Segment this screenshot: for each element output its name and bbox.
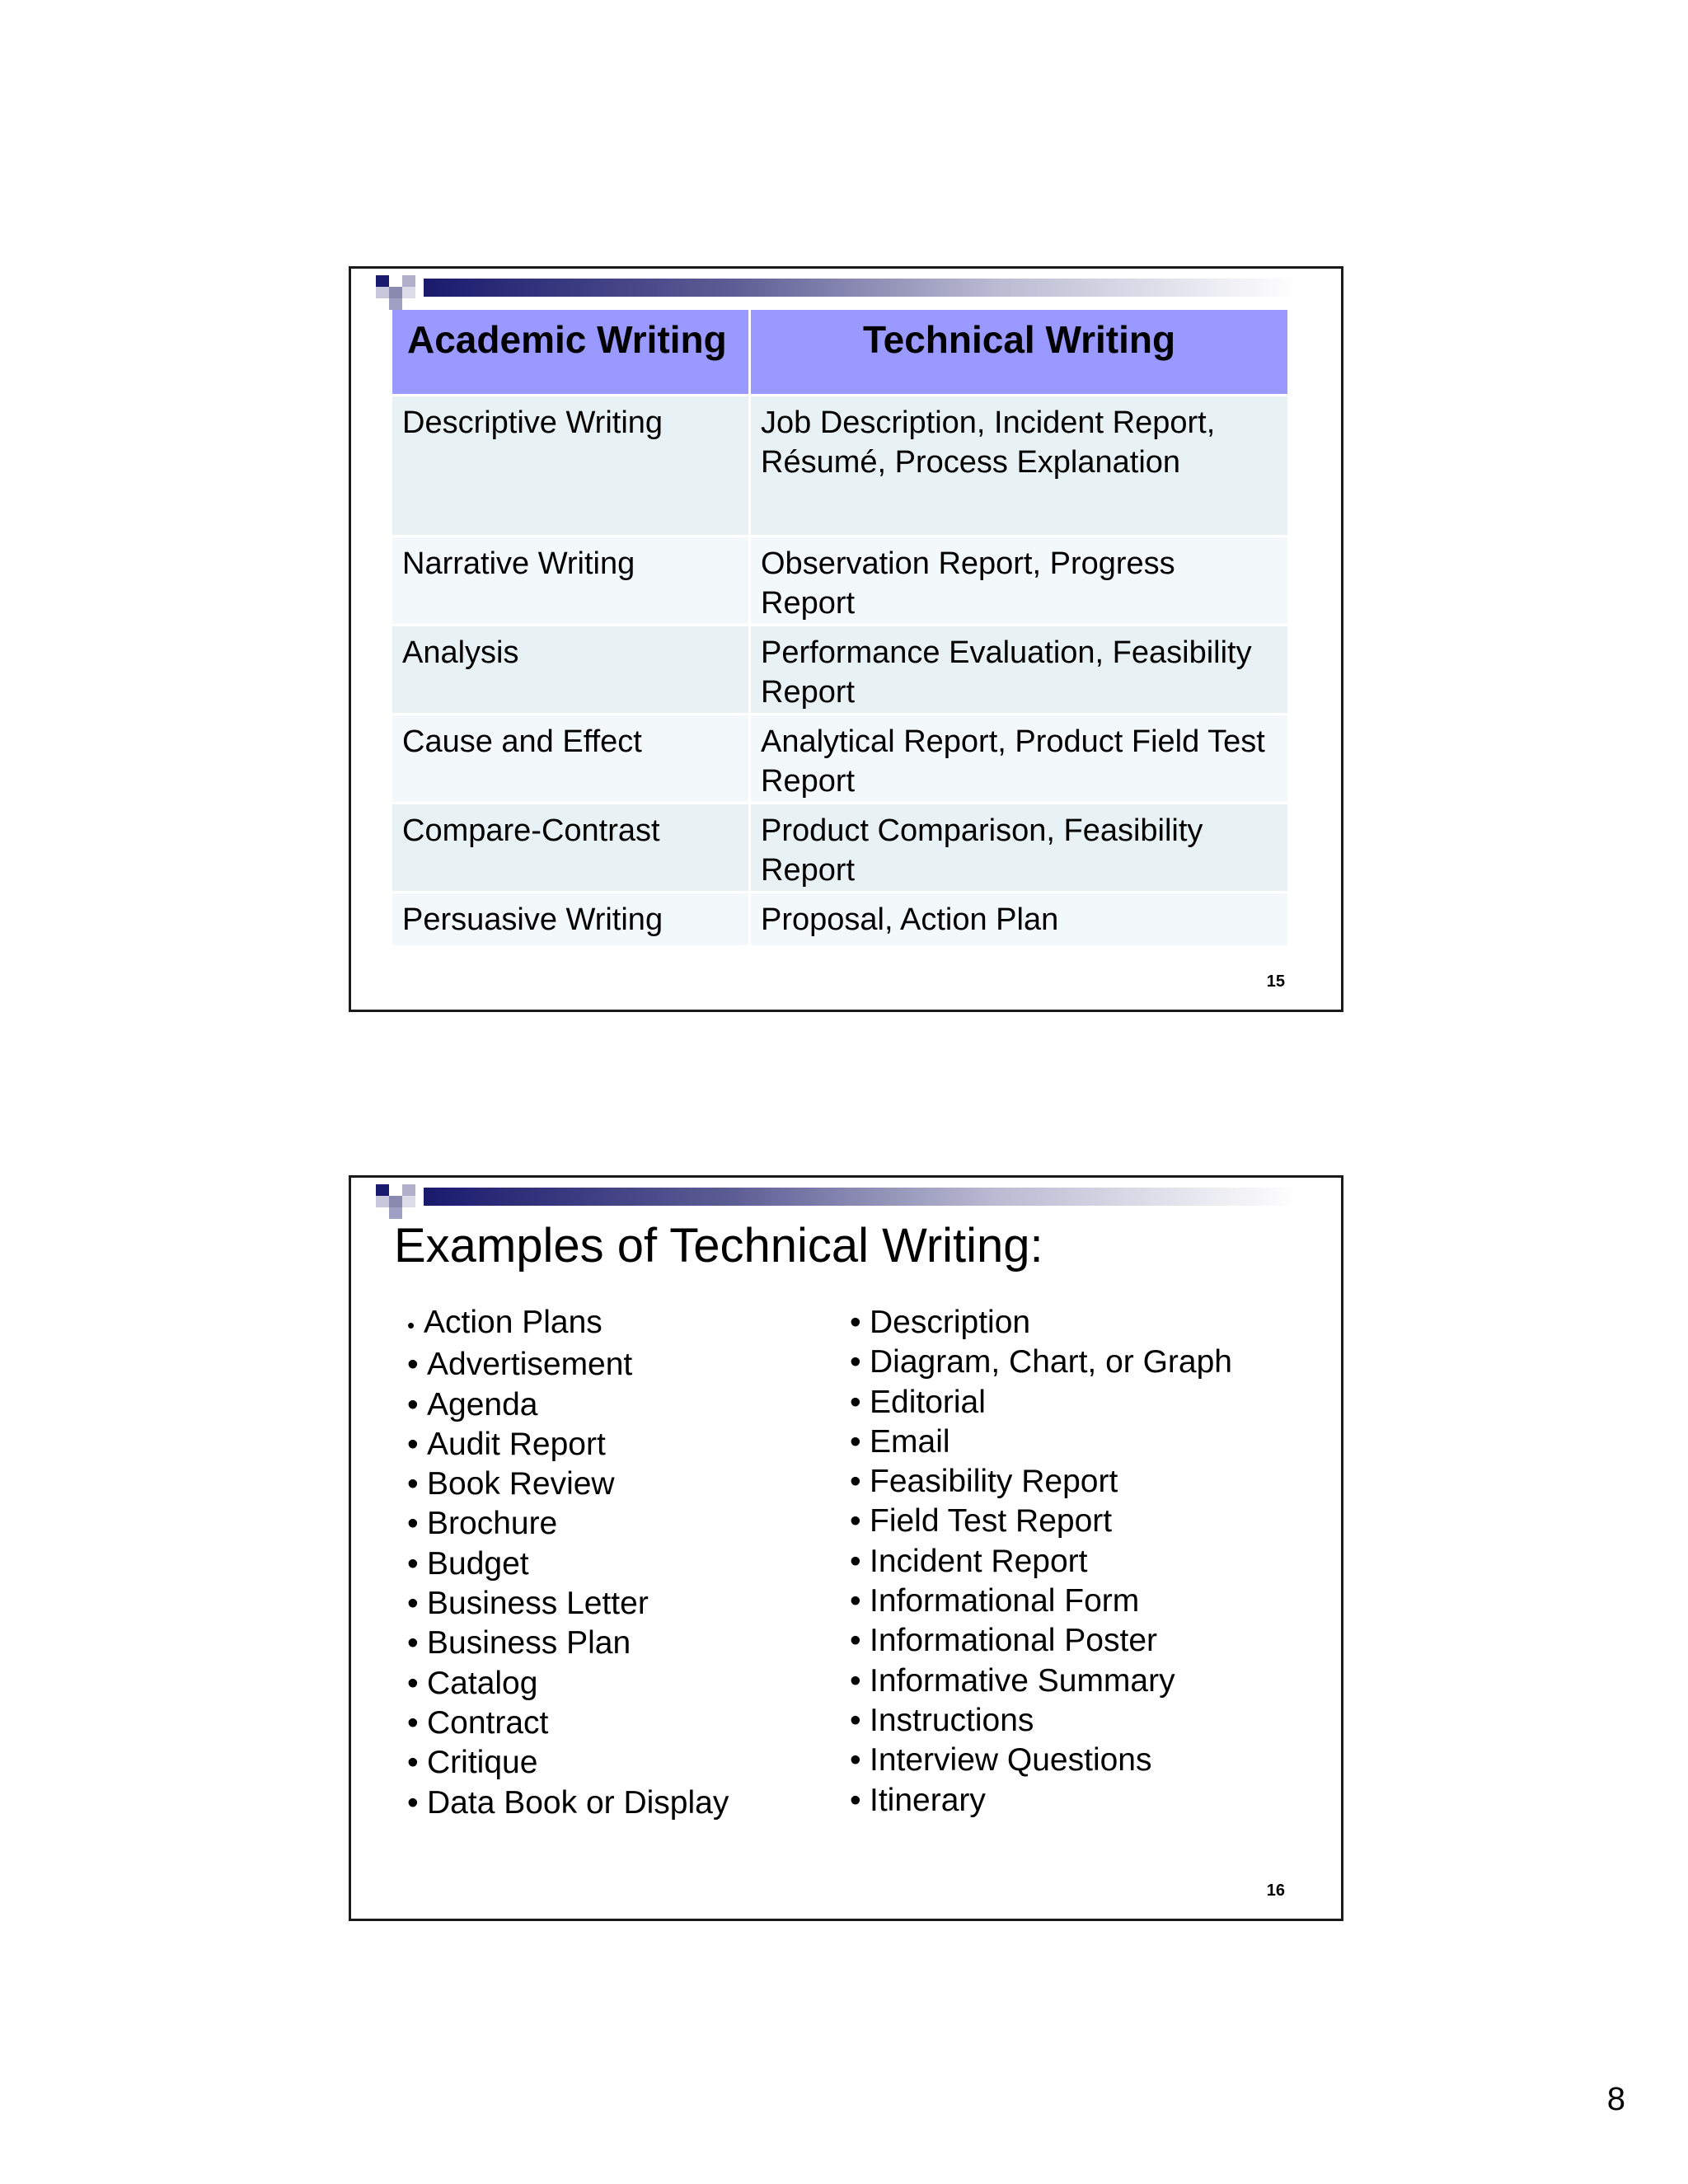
list-item [407,1704,729,1743]
list-item-label: Audit Report [427,1426,606,1462]
list-item [850,1383,1232,1422]
list-item [407,1544,729,1584]
list-item [850,1542,1232,1582]
academic-cell: Analysis [402,635,519,670]
list-item [407,1624,729,1663]
table-row [392,626,1287,715]
list-item [850,1502,1232,1541]
bullet-icon: • [407,1386,419,1422]
list-item [850,1701,1232,1741]
list-item [850,1781,1232,1821]
technical-cell: Product Comparison, Feasibility Report [748,804,1287,891]
list-item [850,1661,1232,1701]
bullet-icon: • [850,1305,861,1340]
list-item-label: Catalog [427,1665,538,1701]
slide-number: 16 [1266,1882,1285,1900]
bullet-icon: • [850,1503,861,1540]
bullet-icon: • [407,1347,419,1383]
list-item-label: Critique [427,1745,538,1781]
list-item [850,1303,1232,1343]
list-item-label: Informative Summary [870,1662,1175,1699]
list-item-label: Email [870,1423,950,1460]
technical-cell: Observation Report, Progress Report [748,537,1287,624]
bullet-icon: • [407,1313,415,1338]
list-item-label: Contract [427,1704,549,1741]
list-item-label: Business Letter [427,1586,649,1622]
bullet-icon: • [407,1704,419,1741]
list-item [407,1504,729,1544]
table-row [392,804,1287,893]
list-item-label: Budget [427,1545,529,1582]
list-item-label: Action Plans [424,1305,603,1340]
bullet-icon: • [407,1466,419,1502]
writing-comparison-table [392,310,1287,948]
list-item [407,1664,729,1704]
list-item-label: Interview Questions [870,1742,1152,1779]
bullet-icon: • [850,1782,861,1818]
list-item-label: Instructions [870,1702,1034,1738]
list-item [850,1582,1232,1621]
list-item [407,1303,729,1345]
list-item-label: Feasibility Report [870,1464,1118,1500]
bullet-icon: • [850,1742,861,1779]
table-row [392,396,1287,537]
list-item-label: Editorial [870,1384,986,1420]
technical-cell: Job Description, Incident Report, Résumé, Process Explanation [748,396,1287,535]
examples-list-right [850,1303,1232,1821]
bullet-icon: • [407,1665,419,1701]
technical-cell: Proposal, Action Plan [748,893,1287,945]
bullet-icon: • [850,1543,861,1579]
bullet-icon: • [850,1623,861,1659]
list-item-label: Data Book or Display [427,1784,729,1821]
list-item-label: Book Review [427,1466,615,1502]
bullet-icon: • [850,1702,861,1738]
table-row [392,893,1287,948]
academic-cell: Compare-Contrast [402,813,660,848]
list-item-label: Advertisement [427,1347,633,1383]
list-item [850,1343,1232,1382]
bullet-icon: • [407,1506,419,1542]
list-item [850,1422,1232,1462]
list-item [407,1783,729,1823]
bullet-icon: • [407,1426,419,1462]
bullet-icon: • [850,1423,861,1460]
header-technical-writing: Technical Writing [748,310,1287,394]
technical-cell: Performance Evaluation, Feasibility Report [748,626,1287,713]
list-item-label: Agenda [427,1386,538,1422]
academic-cell: Descriptive Writing [402,405,663,440]
table-header-row [392,310,1287,394]
list-item-label: Informational Form [870,1583,1140,1619]
list-item [850,1462,1232,1502]
bullet-icon: • [407,1745,419,1781]
list-item-label: Itinerary [870,1782,986,1818]
list-item-label: Diagram, Chart, or Graph [870,1344,1232,1380]
slide-15 [349,266,1343,1012]
list-item [850,1621,1232,1661]
list-item [407,1584,729,1624]
examples-list-left [407,1303,729,1823]
list-item-label: Informational Poster [870,1623,1158,1659]
bullet-icon: • [850,1384,861,1420]
academic-cell: Persuasive Writing [402,902,663,937]
technical-cell: Analytical Report, Product Field Test Report [748,715,1287,802]
slide-16 [349,1175,1343,1921]
list-item [407,1465,729,1504]
bullet-icon: • [850,1662,861,1699]
list-item-label: Field Test Report [870,1503,1113,1540]
bullet-icon: • [850,1344,861,1380]
list-item [407,1385,729,1425]
page-number: 8 [1606,2081,1625,2117]
table-row [392,537,1287,626]
list-item [850,1741,1232,1780]
list-item [407,1345,729,1385]
bullet-icon: • [407,1586,419,1622]
bullet-icon: • [850,1464,861,1500]
list-item-label: Brochure [427,1506,558,1542]
slide-number: 15 [1266,972,1285,991]
academic-cell: Narrative Writing [402,546,635,581]
slide-title: Examples of Technical Writing: [394,1219,1043,1272]
list-item-label: Description [870,1305,1031,1340]
table-body [392,394,1287,948]
bullet-icon: • [407,1545,419,1582]
list-item-label: Business Plan [427,1625,631,1661]
bullet-icon: • [850,1583,861,1619]
list-item-label: Incident Report [870,1543,1088,1579]
list-item [407,1425,729,1465]
header-academic-writing: Academic Writing [407,318,727,361]
academic-cell: Cause and Effect [402,724,642,759]
list-item [407,1743,729,1783]
table-row [392,715,1287,804]
bullet-icon: • [407,1784,419,1821]
bullet-icon: • [407,1625,419,1661]
